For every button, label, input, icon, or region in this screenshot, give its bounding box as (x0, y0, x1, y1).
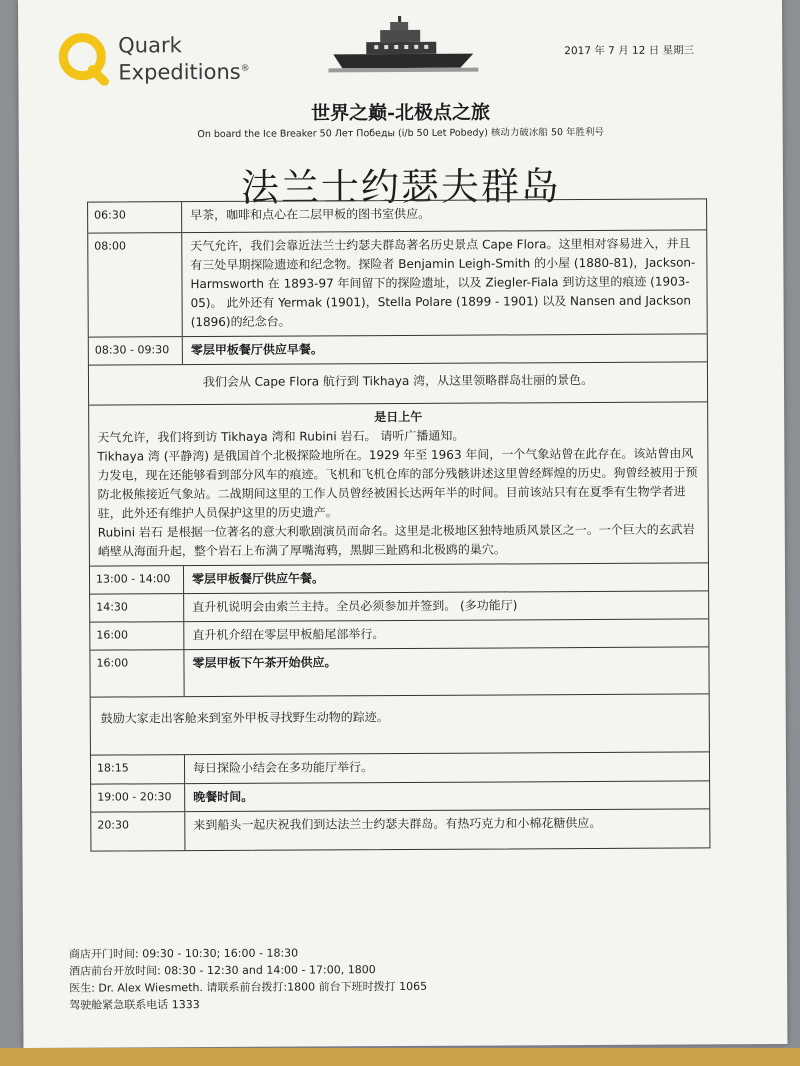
schedule-row (90, 591, 708, 622)
description-cell: 零层甲板餐厅供应午餐。 (191, 571, 325, 587)
logo-line-2: Expeditions® (118, 59, 250, 85)
description-cell: 直升机介绍在零层甲板船尾部举行。 (192, 627, 385, 643)
page-subtitle: On board the Ice Breaker 50 Лет Победы (i/b 50 Let Pobedy) 核动力破冰船 50 年胜利号 (197, 126, 605, 141)
morning-heading: 是日上午 (374, 409, 423, 425)
description-cell: 每日探险小结会在多功能厅举行。 (192, 760, 374, 776)
island-heading: 法兰士约瑟夫群岛 (240, 164, 562, 210)
description-cell: 零层甲板下午茶开始供应。 (192, 655, 337, 671)
schedule-row (89, 334, 707, 365)
page-title: 世界之巅-北极点之旅 (311, 101, 491, 125)
morning-section (89, 402, 708, 565)
description-cell: 天气允许，我们会靠近法兰士约瑟夫群岛著名历史景点 Cape Flora。这里相对容易进入，并且有三处早期探险遗迹和纪念物。探险者 Benjamin Leigh-Smith 的小屋 (1880-81)，Jackson-Harmsworth 在 1893-97 年间留下的探险遗址，以及 Ziegler-Fiala 到访这里的痕迹 (1903-05)。 此外还有 Yermak (1901)，Stella Polare (1899 - 1901) 以及 Nansen and Jackson (1896)的纪念台。 (190, 236, 696, 330)
logo-line-1: Quark (118, 33, 182, 58)
time-cell: 08:30 - 09:30 (89, 337, 183, 364)
description-cell: 零层甲板餐厅供应早餐。 (190, 342, 323, 358)
doctor-contact: 医生: Dr. Alex Wiesmeth. 请联系前台拨打:1800 前台下班时拨打 1065 (69, 979, 428, 995)
schedule-row (91, 809, 709, 850)
time-cell: 08:00 (88, 233, 183, 336)
schedule-table (87, 198, 710, 851)
quark-logo (56, 29, 276, 90)
schedule-row (88, 230, 707, 337)
wildlife-note: 鼓励大家走出客舱来到室外甲板寻找野生动物的踪迹。 (100, 710, 389, 726)
time-cell: 20:30 (91, 812, 185, 850)
description-cell: 来到船头一起庆祝我们到达法兰士约瑟夫群岛。有热巧克力和小棉花糖供应。 (193, 815, 602, 833)
logo-registered-mark: ® (240, 63, 250, 74)
schedule-row-full (89, 362, 707, 405)
footer-info (69, 944, 427, 1014)
time-cell: 16:00 (90, 622, 184, 649)
time-cell: 14:30 (90, 594, 184, 621)
quark-q-icon (56, 30, 112, 86)
schedule-row (90, 619, 708, 650)
shop-hours: 商店开门时间: 09:30 - 10:30; 16:00 - 18:30 (68, 946, 299, 961)
itinerary-sheet (18, 0, 787, 1048)
time-cell: 18:15 (91, 755, 185, 783)
time-cell: 13:00 - 14:00 (90, 566, 184, 593)
schedule-row (90, 563, 708, 594)
description-cell: 早茶，咖啡和点心在二层甲板的图书室供应。 (190, 206, 431, 223)
reception-hours: 酒店前台开放时间: 08:30 - 12:30 and 14:00 - 17:00, 1800 (69, 963, 376, 978)
schedule-row-full (89, 402, 708, 566)
icebreaker-ship-icon (328, 16, 478, 77)
rubini-paragraph: Rubini 岩石 是根据一位著名的意大利歌剧演员而命名。这里是北极地区独特地质风景区之一。一个巨大的玄武岩峭壁从海面升起，整个岩石上布满了厚嘴海鸦，黑脚三趾鸥和北极鸥的巢穴。 (97, 522, 695, 559)
time-cell: 19:00 - 20:30 (91, 784, 185, 811)
time-cell: 06:30 (88, 202, 182, 232)
schedule-row (91, 752, 709, 784)
tikhaya-paragraph: Tikhaya 湾 (平静湾) 是俄国首个北极探险地所在。1929 年至 1963 年间，一个气象站曾在此存在。该站曾由风力发电，现在还能够看到部分风车的痕迹。飞机和飞机仓库的部分残骸讲述这里曾经辉煌的历史。狗曾经被用于预防北极熊接近气象站。二战期间这里的工作人员曾经被困长达两年半的时间。目前该站只有在夏季有生物学者进驻，此外还有维护人员保护这里的历史遗产。 (97, 446, 698, 521)
description-cell: 晚餐时间。 (193, 789, 254, 805)
sail-note: 我们会从 Cape Flora 航行到 Tikhaya 湾，从这里领略群岛壮丽的景色。 (202, 372, 594, 390)
bridge-emergency-contact: 驾驶舱紧急联系电话 1333 (69, 998, 200, 1012)
morning-intro: 天气允许，我们将到访 Tikhaya 湾和 Rubini 岩石。 请听广播通知。 (97, 428, 465, 445)
schedule-row (90, 647, 708, 697)
table-surface-strip (0, 1048, 800, 1066)
description-cell: 直升机说明会由索兰主持。全员必须参加并签到。 (多功能厅) (192, 598, 518, 615)
date-label: 2017 年 7 月 12 日 星期三 (564, 44, 695, 58)
time-cell: 16:00 (90, 650, 184, 696)
logo-wordmark (118, 33, 250, 85)
schedule-row-full (91, 694, 709, 755)
schedule-row (91, 781, 709, 812)
schedule-row (88, 199, 706, 233)
